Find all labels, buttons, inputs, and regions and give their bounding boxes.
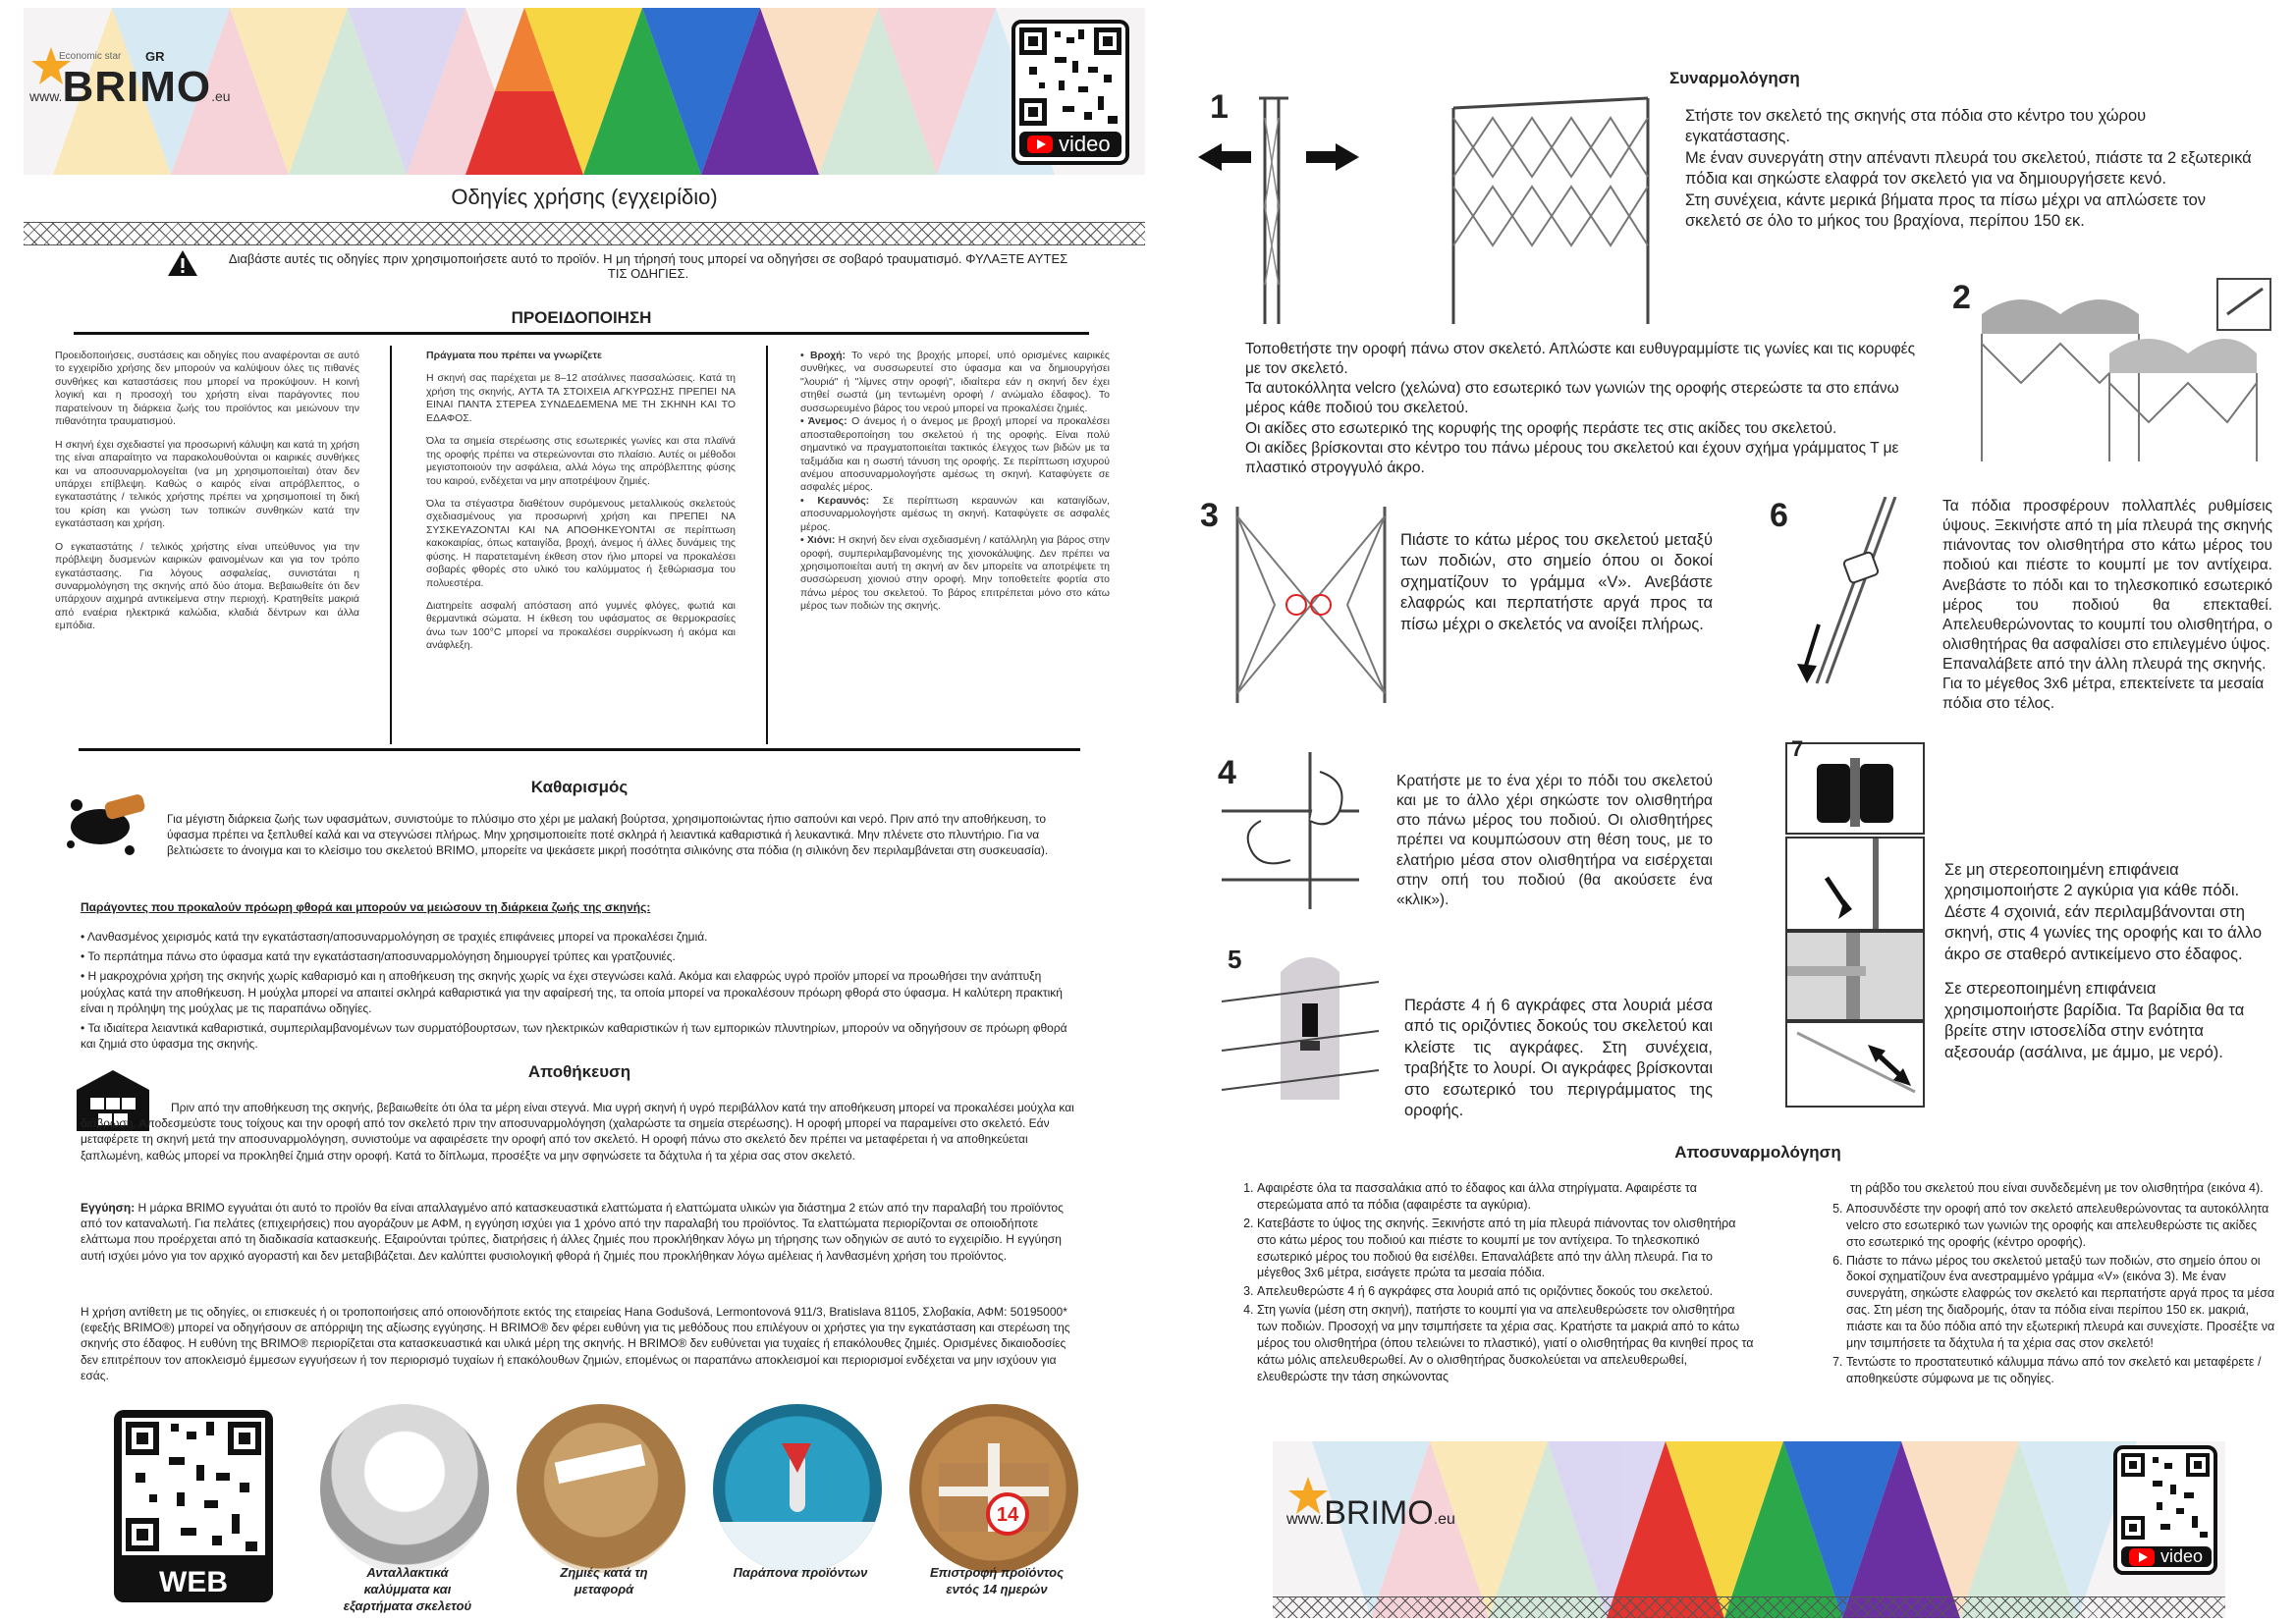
rope-arrow-icon — [1787, 1023, 1923, 1106]
complaints-image[interactable] — [713, 1404, 882, 1573]
gift-box-icon — [909, 1404, 1078, 1573]
step1-frame-expanded-illustration — [1434, 88, 1669, 334]
disassembly-right: τη ράβδο του σκελετού που είναι συνδεδεμένη με τον ολισθητήρα (εικόνα 4). 5. Αποσυνδέστε την οροφή από τον σκελετό απελευθερώνοντας τα αυτοκόλλητα velcro στο εσωτερικό των γωνιών της οροφής και απελευθερώστε τις ακίδες στο εσωτερικό της οροφής (κέντρο οροφής). 6. Πιάστε το πάνω μέρος του σκελετού μεταξύ των ποδιών, στο σημείο όπου οι δοκοί σχηματίζουν ένα ανεστραμμένο γράμμα «V» (εικόνα 3). Με έναν συνεργάτη, σηκώστε ελαφρώς τον σκελετό και περπατήστε αργά προς τα μέσα σας. Στη μέση της διαδρομής, όταν τα πόδια είναι περίπου 150 εκ. μακριά, πιάστε και τα δύο πόδια από την εξωτερική πλευρά και συνεχίστε. Προσέξτε να μην τσιμπήσετε τα δάχτυλα ή τα χέρια σας στον σκελετό! 7. Τεντώστε το προστατευτικό κάλυμμα πάνω από τον σκελετό και μεταφέρετε / αποθηκεύστε σύμφωνα με τις οδηγίες. — [1807, 1180, 2278, 1389]
returns-image[interactable] — [909, 1404, 1078, 1573]
factors-heading: Παράγοντες που προκαλούν πρόωρη φθορά και μπορούν να μειώσουν τη διάρκεια ζωής της σκηνής: — [81, 900, 651, 914]
factors-list: • Λανθασμένος χειρισμός κατά την εγκατάσταση/αποσυναρμολόγηση σε τραχιές επιφάνειες μπορεί να προκαλέσει ζημιά. • Το περπάτημα πάνω στο ύφασμα κατά την εγκατάσταση/αποσυναρμολόγηση δημιουργεί τρύπες και γρατζουνιές. • Η μακροχρόνια χρήση της σκηνής χωρίς καθαρισμό και η αποθήκευση της σκηνής χωρίς να έχει στεγνώσει καλά. Ακόμα και ελαφρώς υγρό προϊόν μπορεί να προωθήσει την ανάπτυξη μούχλας κατά την αποθήκευση. Η μούχλα μπορεί να απαιτεί σκληρά καθαριστικά για την αφαίρεσή της, τα οποία μπορεί να προκαλέσουν πρόωρη φθορά στο ύφασμα. Η καλύτερη πρακτική είναι η πρόληψη της μούχλας με τις παραπάνω οδηγίες. • Τα ιδιαίτερα λειαντικά καθαριστικά, συμπεριλαμβανομένων των συρματόβουρτσων, των ηλεκτρικών καθαριστικών ή των εμπορικών πλυντηρίων, μπορούν να οδηγήσουν σε πρόωρη φθορά και ζημιά στο ύφασμα της σκηνής. — [81, 930, 1067, 1052]
leg-icon — [1787, 933, 1923, 1019]
sandbag-icon — [1787, 744, 1923, 833]
stake-arrow-icon — [1787, 839, 1923, 929]
step-number: 1 — [1210, 88, 1229, 126]
warning-notice: Διαβάστε αυτές τις οδηγίες πριν χρησιμοποιήσετε αυτό το προϊόν. Η μη τήρησή τους μπορεί να οδηγήσει σε σοβαρό τραυματισμό. ΦΥΛΑΞΤΕ ΑΥΤΕΣ ΤΙΣ ΟΔΗΓΙΕΣ. — [167, 251, 1090, 281]
youtube-icon — [2129, 1548, 2155, 1566]
step7-leg-image — [1785, 931, 1925, 1021]
qr-code-video-footer[interactable] — [2113, 1445, 2217, 1575]
step3-frame-illustration — [1218, 497, 1404, 713]
qr-icon — [122, 1418, 265, 1555]
disassembly-heading: Αποσυναρμολόγηση — [1674, 1143, 1841, 1162]
step1-text: Στήστε τον σκελετό της σκηνής στα πόδια στο κέντρο του χώρου εγκατάστασης. Με έναν συνεργάτη στην απέναντι πλευρά του σκελετού, πιάστε τα 2 εξωτερικά πόδια και σηκώστε ελαφρά τον σκελετό για να δημιουργήσετε κενό. Στη συνέχεια, κάντε μερικά βήματα προς τα πίσω μέχρι να απλώσετε τον σκελετό σε όλο το μήκος του βραχίονα, περίπου 150 εκ. — [1685, 107, 2252, 231]
column-2: Πράγματα που πρέπει να γνωρίζετε Η σκηνή σας παρέχεται με 8–12 ατσάλινες πασσαλώσεις. Κατά τη χρήση της σκηνής, ΑΥΤΑ ΤΑ ΣΤΟΙΧΕΙΑ ΑΓΚΥΡΩΣΗΣ ΠΡΕΠΕΙ ΝΑ ΕΙΝΑΙ ΠΑΝΤΑ ΣΤΕΡΕΑ ΣΥΝΔΕΔΕΜΕΝΑ ΜΕ ΤΗ ΣΚΗΝΗ ΚΑΙ ΤΟ ΕΔΑΦΟΣ. Όλα τα σημεία στερέωσης στις εσωτερικές γωνίες και στα πλαϊνά της οροφής πρέπει να στερεώνονται στο πλαίσιο. Αυτές οι μέθοδοι μεγιστοποιούν την ασφάλεια, αλλά λόγω της απρόβλεπτης φύσης του καιρού, ενδέχεται να μην αποτρέψουν ζημιές. Όλα τα στέγαστρα διαθέτουν συρόμενους μεταλλικούς σκελετούς σχεδιασμένους για προσωρινή χρήση και ΠΡΕΠΕΙ ΝΑ ΣΥΣΚΕΥΑΖΟΝΤΑΙ ΚΑΙ ΝΑ ΑΠΟΘΗΚΕΥΟΝΤΑΙ σε περίπτωση κακοκαιρίας, όπως καταιγίδα, βροχή, άνεμος ή άλλες δυνάμεις της φύσης. Η παρατεταμένη έκθεση στον ήλιο μπορεί να προκαλέσει σοβαρές φθορές στο υλικό του καλύμματος ή ξεθώριασμα του πολυεστέρα. Διατηρείτε ασφαλή απόσταση από γυμνές φλόγες, φωτιά και θερμαντικά σώματα. Η έκθεση του υφάσματος σε θερμοκρασίες άνω των 100°C μπορεί να προκαλέσει συρρίκνωση ή ακόμα και ανάφλεξη. — [426, 350, 736, 652]
cleaning-heading: Καθαρισμός — [530, 778, 629, 796]
step6-leg-adjust-illustration — [1787, 497, 1915, 693]
section-divider — [79, 748, 1080, 751]
brand-name: BRIMO — [62, 63, 212, 111]
step-number: 5 — [1228, 945, 1242, 974]
youtube-icon — [1027, 135, 1053, 153]
video-button[interactable]: video — [2121, 1546, 2212, 1567]
disassembly-list-left: 1. Αφαιρέστε όλα τα πασσαλάκια από το έδαφος και άλλα στηρίγματα. Αφαιρέστε τα στερεώματα από τα πόδια (αφαιρέστε τα αγκύρια). 2. Κατεβάστε το ύψος της σκηνής. Ξεκινήστε από τη μία πλευρά πιάνοντας τον ολισθητήρα στο κάτω μέρος του ποδιού και πιέστε το κουμπί με τον αντίχειρα. Το τηλεσκοπικό εσωτερικό μέρος του ποδιού θα εισέλθει. Επαναλάβετε από την άλλη πλευρά. Για το μέγεθος 3x6 μέτρα, εισάγετε πρώτα τα μεσαία πόδια. 3. Απελευθερώστε 4 ή 6 αγκράφες στα λουριά από τις οριζόντιες δοκούς του σκελετού. 4. Στη γωνία (μέση στη σκηνή), πατήστε το κουμπί για να απελευθερώσετε τον ολισθητήρα των ποδιών. Προσοχή να μην τσιμπήσετε τα χέρια σας. Κρατήστε τα μακριά από το κάτω μέρος του ολισθητήρα (όπου τελειώνει το πλαστικό), γιατί ο ολισθητήρας θα κινηθεί προς τα κάτω μόλις απελευθερωθεί. Αν ο ολισθητήρας δυσκολεύεται να απελευθερωθεί, ελευθερώστε την τάση σηκώνοντας — [1218, 1180, 1758, 1387]
brimo-logo: Economic star GR www.BRIMO.eu — [29, 59, 231, 108]
column-3: • Βροχή: Το νερό της βροχής μπορεί, υπό ορισμένες καιρικές συνθήκες, να συσσωρευτεί στο ύφασμα και να δημιουργήσει "λουριά" ή "λίμνες στην οροφή", ιδιαίτερα εάν η σκηνή δεν έχει στηθεί σωστά (μη τεντωμένη οροφή / ανώμαλο έδαφος). Το συσσωρευμένο βάρος του νερού μπορεί να προκαλέσει ζημιές. • Άνεμος: Ο άνεμος ή ο άνεμος με βροχή μπορεί να προκαλέσει αποσταθεροποίηση του σκελετού ή της οροφής. Είναι πολύ σημαντικό να πραγματοποιείται τακτικός έλεγχος των βιδών με τα ταξιμάδια και η σωστή τάνυση της οροφής. Σε περίπτωση ισχυρού ανέμου αποσυναρμολογήστε αμέσως τη σκηνή. Καταφύγετε σε ασφαλές μέρος. • Κεραυνός: Σε περίπτωση κεραυνών και καταιγίδων, αποσυναρμολογήστε αμέσως τη σκηνή. Καταφύγετε σε ασφαλές μέρος. • Χιόνι: Η σκηνή δεν είναι σχεδιασμένη / κατάλληλη για βάρος στην οροφή, συμπεριλαμβανομένης της χιονοκάλυψης. Δεν πρέπει να χρησιμοποιείται αυτή τη σκηνή αν δεν μπορείτε να αποτρέψετε τη συσσώρευση χιονιού στην οροφή. Μην τοποθετείτε φορτία στο πάνω μέρος του σκελετού. Το βάρος επιτρέπεται μόνο στο κάτω μέρος των ποδιών της σκηνής. — [800, 350, 1111, 613]
column-divider — [390, 346, 392, 744]
web-qr-code[interactable] — [114, 1410, 273, 1602]
storage-text: Πριν από την αποθήκευση της σκηνής, βεβαιωθείτε ότι όλα τα μέρη είναι στεγνά. Μια υγρή σκηνή ή υγρό περιβάλλον κατά την αποθήκευση μπορεί να προκαλέσει μούχλα και διάβρωση. Αποδεσμεύστε τους τοίχους και την οροφή από τον σκελετό πριν την αποσυναρμολόγηση (χαλαρώστε τα σημεία στερέωσης). Η οροφή μπορεί να παραμείνει στο σκελετό. Εάν μεταφέρετε τη σκηνή μετά την αποσυναρμολόγηση, συνιστούμε να αφαιρέσετε την οροφή από τον σκελετό. Η οροφή πάνω στο σκελετό δεν πρέπει να μεταφέρεται ή να αποθηκεύεται ξαπλωμένη, καθώς μπορεί να προκληθεί ζημιά στην οροφή. Κατά το δίπλωμα, προσέξτε να μην σφηνώσετε τα δάχτυλα ή τα χέρια σας στον σκελετό. — [81, 1101, 1074, 1163]
qr-icon — [2121, 1453, 2210, 1540]
video-button[interactable]: video — [1019, 132, 1121, 157]
fragile-label-icon — [555, 1444, 646, 1484]
footer-caption-complaints: Παράπονα προϊόντων — [733, 1565, 868, 1580]
step-number: 3 — [1200, 497, 1219, 534]
cleaning-brush-icon — [61, 785, 149, 864]
footer-caption-returns: Επιστροφή προϊόντος εντός 14 ημερών — [929, 1565, 1064, 1596]
step5-text: Περάστε 4 ή 6 αγκράφες στα λουριά μέσα από τις οριζόντιες δοκούς του σκελετού και κλείστε τις αγκράφες. Στη συνέχεια, τραβήξτε το λουρί. Οι αγκράφες βρίσκονται στο εσωτερικό του περιγράμματος της οροφής. — [1404, 997, 1713, 1120]
footer-caption-spare-parts: Ανταλλακτικά καλύμματα και εξαρτήματα σκελετού — [343, 1565, 472, 1613]
warning-icon — [167, 249, 198, 277]
step7-text: Σε μη στερεοποιημένη επιφάνεια χρησιμοποιήστε 2 αγκύρια για κάθε πόδι. Δέστε 4 σχοινιά, εάν περιλαμβάνονται στη σκηνή, στις 4 γωνίες της οροφής και το άλλο άκρο σε σταθερό αντικείμενο στο έδαφος. Σε στερεοποιημένη επιφάνεια χρησιμοποιήστε βαρίδια. Τα βαρίδια θα τα βρείτε στην ιστοσελίδα στην ενότητα αξεσουάρ (ασάλινα, με άμμο, με νερό). — [1944, 861, 2263, 1061]
step-number: 7 — [1791, 736, 1804, 761]
step7-sandbag-image — [1785, 736, 1925, 835]
step4-text: Κρατήστε με το ένα χέρι το πόδι του σκελετού και με το άλλο χέρι σηκώστε τον ολισθητήρα στο πάνω μέρος του ποδιού. Οι ολισθητήρες πρέπει να κουμπώσουν στη θέση τους, με το ελατήριο μέσα στον ολισθητήρα να εισέρχεται στην οπή του ποδιού (θα ακούσετε ένα «κλικ»). — [1396, 773, 1713, 908]
step7-stake-image — [1785, 837, 1925, 931]
brimo-logo-footer: www.BRIMO.eu — [1286, 1479, 1455, 1517]
brand-name: BRIMO — [1324, 1494, 1434, 1532]
storage-heading: Αποθήκευση — [527, 1062, 631, 1081]
web-label: WEB — [159, 1566, 228, 1598]
qr-icon — [1019, 27, 1121, 126]
warning-heading: ΠΡΟΕΙΔΟΠΟΙΗΣΗ — [74, 308, 1089, 335]
step2-text: Τοποθετήστε την οροφή πάνω στον σκελετό. Απλώστε και ευθυγραμμίστε τις γωνίες και τις κορυφές με τον σκελετό. Τα αυτοκόλλητα velcro (χελώνα) στο εσωτερικό των γωνιών της οροφής στερεώστε τα στο επάνω μέρος κάθε ποδιού του σκελετού. Οι ακίδες στο εσωτερικό της κορυφής της οροφής περάστε τες στις ακίδες του σκελετού. Οι ακίδες βρίσκονται στο κέντρο του πάνω μέρους του σκελετού και έχουν σχήμα γράμματος Τ με πλαστικό στρογγυλό άκρο. — [1245, 341, 1916, 476]
footer-caption-transport: Ζημιές κατά τη μεταφορά — [560, 1565, 648, 1596]
column-1: Προειδοποιήσεις, συστάσεις και οδηγίες που αναφέρονται σε αυτό το εγχειρίδιο χρήσης δεν μπορούν να καλύψουν όλες τις πιθανές συνθήκες και καταστάσεις που μπορεί να προκύψουν. Η κοινή λογική και η προσοχή του χρήστη είναι παράγοντες που παρατείνουν τη διάρκεια ζωής του προϊόντος και μειώνουν την πιθανότητα τραυματισμού. Η σκηνή έχει σχεδιαστεί για προσωρινή κάλυψη και κατά τη χρήση της είναι απαραίτητο να παρακολουθούνται οι καιρικές συνθήκες και να αποσυναρμολογείται (να μη χρησιμοποιείται) όταν δεν υπάρχει επίβλεψη. Καθώς ο καιρός είναι απρόβλεπτος, ο εγκαταστάτης / τελικός χρήστης πρέπει να χρησιμοποιεί τη δική του κρίση και γνώση των τοπικών συνθηκών κατά την εγκατάσταση και χρήση. Ο εγκαταστάτης / τελικός χρήστης είναι υπεύθυνος για την πρόβλεψη δυσμενών καιρικών φαινομένων και για τον τρόπο εγκατάστασης. Για λόγους ασφαλείας, συνιστάται η συναρμολόγηση της σκηνής από δύο άτομα. Βεβαιωθείτε ότι δεν υπάρχουν αιχμηρά αντικείμενα στην περιοχή. Κρατηθείτε μακριά από εναέρια ηλεκτρικά καλώδια, κλαδιά δέντρων και άλλα εμπόδια. — [55, 350, 359, 632]
step5-strap-illustration — [1222, 943, 1379, 1109]
step1-frame-folded-illustration — [1198, 88, 1424, 334]
column-divider — [766, 346, 768, 744]
zigzag-divider — [1273, 1596, 2225, 1618]
assembly-heading: Συναρμολόγηση — [1669, 69, 1800, 87]
step6-text: Τα πόδια προσφέρουν πολλαπλές ρυθμίσεις ύψους. Ξεκινήστε από τη μία πλευρά της σκηνής πιάνοντας τον ολισθητήρα στο κάτω μέρος του ποδιού και πιέστε το κουμπί με τον αντίχειρα. Ανεβάστε το πόδι και το τηλεσκοπικό εσωτερικό μέρος του ποδιού θα επεκταθεί. Απελευθερώνοντας το κουμπί του ολισθητήρα, ο ολισθητήρας θα ασφαλίσει στο επιλεγμένο ύψος. Επαναλάβετε από την άλλη πλευρά της σκηνής. Για το μέγεθος 3x6 μέτρα, επεκτείνετε τα μεσαία πόδια στο τέλος. — [1942, 498, 2272, 713]
step2-roof-illustration — [1952, 275, 2276, 471]
qr-code-video[interactable] — [1011, 20, 1129, 165]
page-title: Οδηγίες χρήσης (εγχειρίδιο) — [451, 185, 718, 209]
transport-damage-image[interactable] — [517, 1404, 685, 1573]
badge-14: 14 — [996, 1504, 1019, 1526]
step4-slider-hand-illustration — [1222, 752, 1359, 909]
step-number: 4 — [1218, 754, 1236, 791]
step3-text: Πιάστε το κάτω μέρος του σκελετού μεταξύ των ποδιών, στο σημείο όπου οι δοκοί σχηματίζουν το γράμμα «V». Ανεβάστε ελαφρώς και περπατήστε αργά προς τα πίσω μέχρι ο σκελετός να ανοίξει πλήρως. — [1400, 531, 1713, 633]
step7-rope-image — [1785, 1021, 1925, 1108]
zigzag-divider — [24, 222, 1145, 245]
liability-text: Η χρήση αντίθετη με τις οδηγίες, οι επισκευές ή οι τροποποιήσεις από οποιονδήποτε εκτός της εταιρείας Hana Godušová, Lermontovová 911/3, Bratislava 81105, Σλοβακία, ΑΦΜ: 50195000* (εφεξής BRIMO®) μπορεί να οδηγήσουν σε απόρριψη της αξίωσης εγγύησης. Η BRIMO® δεν φέρει ευθύνη για τις μεθόδους που επιλέγουν οι χρήστες για την εγκατάσταση και στερέωση της σκηνής στο έδαφος. Η ευθύνη της BRIMO® περιορίζεται στα κατασκευαστικά και υλικά μέρη της σκηνής. Η BRIMO® δεν ευθύνεται για τυχαίες ή επακόλουθες ζημιές. Ορισμένες δικαιοδοσίες δεν επιτρέπουν τον αποκλεισμό έμμεσων εγγυήσεων ή τον περιορισμό τυχαίων ή επακόλουθων ζημιών, επομένως οι παραπάνω αποκλεισμοί και περιορισμοί ενδέχεται να μην ισχύουν για εσάς. — [81, 1305, 1070, 1382]
step-number: 2 — [1952, 279, 1971, 316]
warranty-text: Εγγύηση: Η μάρκα BRIMO εγγυάται ότι αυτό το προϊόν θα είναι απαλλαγμένο από κατασκευαστικά ελαττώματα ή ελαττώματα υλικών για διάστημα 2 ετών από την παραλαβή του προϊόντος από τον καταναλωτή. Για πελάτες (επιχειρήσεις) που αγοράζουν με ΑΦΜ, η εγγύηση ισχύει για 1 χρόνο από την παραλαβή του προϊόντος. Τα ελαττώματα περιορίζονται σε οποιοδήποτε ελάττωμα που προέρχεται από τη διαδικασία κατασκευής. Εξαιρούνται τρύπες, διατρήσεις ή άλλες ζημιές που προκλήθηκαν λόγω μη τήρησης των οδηγιών σε αυτό το εγχειρίδιο. Η εγγύηση αυτή ισχύει μόνο για τον αρχικό αγοραστή και δεν μεταβιβάζεται. Δεν καλύπτει φυσιολογική φθορά ή ζημιές που προκλήθηκαν λόγω αμέλειας ή λανθασμένη χρήση του προϊόντος. — [81, 1201, 1064, 1263]
spare-parts-image[interactable] — [320, 1404, 489, 1573]
step-number: 6 — [1770, 497, 1788, 534]
rocket-icon — [713, 1404, 882, 1573]
cleaning-text: Για μέγιστη διάρκεια ζωής των υφασμάτων, συνιστούμε το πλύσιμο στο χέρι με μαλακή βούρτσα, χρησιμοποιώντας ήπιο σαπούνι και νερό. Πριν από την αποθήκευση, το ύφασμα πρέπει να ξεπλυθεί καλά και να στεγνώσει πλήρως. Μην χρησιμοποιείτε ποτέ σκληρά ή λειαντικά καθαριστικά ή λευκαντικά. Μην πλένετε στο πλυντήριο. Για να βελτιώσετε το άνοιγμα και το κλείσιμο του σκελετού BRIMO, μπορείτε να ψεκάσετε μικρή ποσότητα σιλικόνης στα πόδια (η σιλικόνη δεν περιλαμβάνεται στη συσκευασία). — [167, 812, 1049, 858]
